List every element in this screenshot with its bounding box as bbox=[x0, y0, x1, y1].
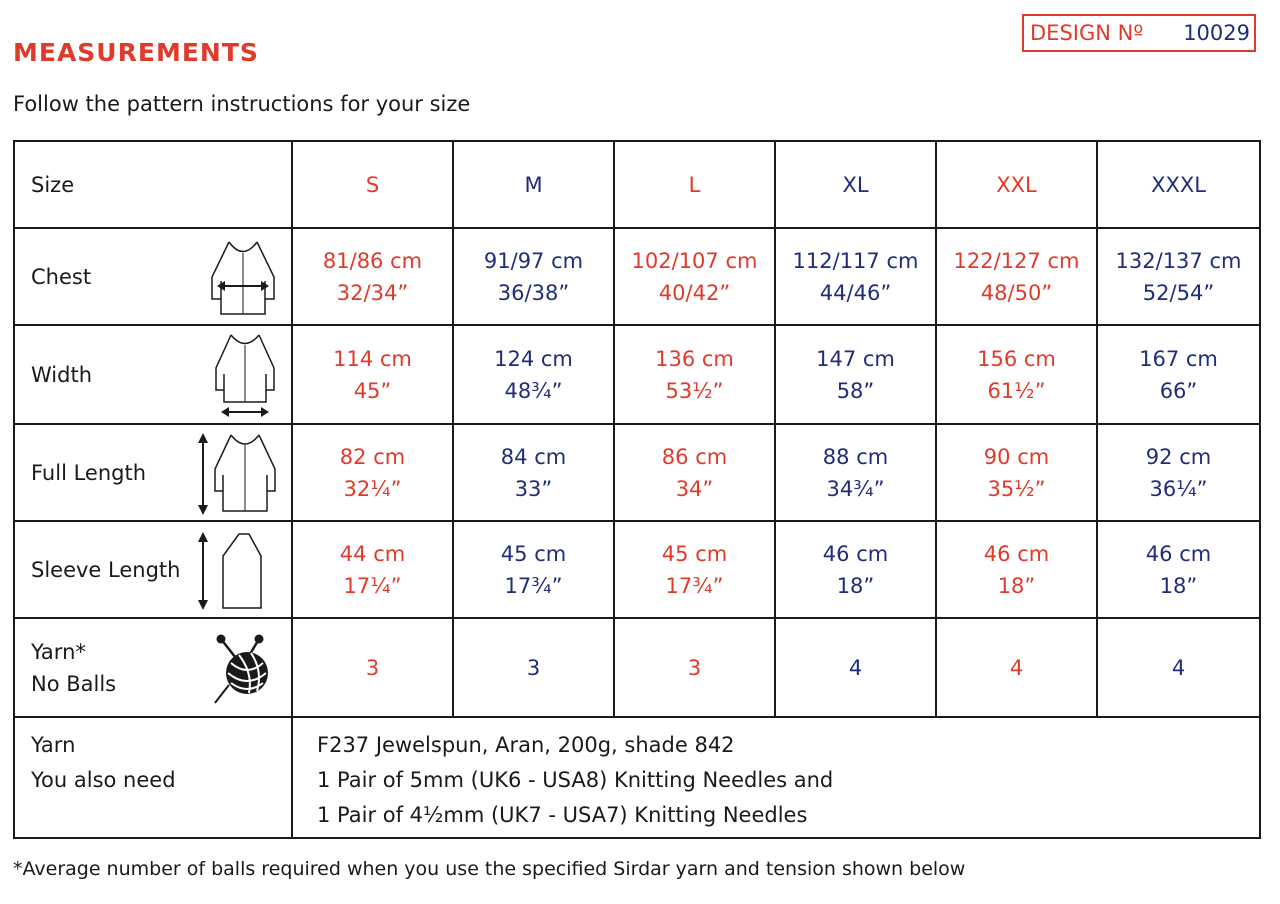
chest-xxxl: 132/137 cm 52/54” bbox=[1097, 228, 1260, 325]
page-title: MEASUREMENTS bbox=[13, 38, 259, 67]
size-header-row bbox=[14, 141, 1260, 228]
yarn-balls-xxl: 4 bbox=[936, 618, 1097, 717]
sleeve-length-label-cell bbox=[14, 521, 292, 618]
size-label-cell bbox=[14, 141, 292, 228]
full-length-label: Full Length bbox=[31, 460, 147, 485]
yarn-label-line2: No Balls bbox=[31, 671, 117, 696]
measurements-table bbox=[13, 140, 1261, 839]
full-length-m: 84 cm 33” bbox=[453, 424, 614, 521]
sleeve-length-l: 45 cm 17¾” bbox=[614, 521, 775, 618]
materials-label-cell bbox=[14, 717, 292, 838]
sleeve-length-row bbox=[14, 521, 1260, 618]
subtitle: Follow the pattern instructions for your size bbox=[13, 92, 471, 116]
size-xxxl: XXXL bbox=[1097, 141, 1260, 228]
size-xxl: XXL bbox=[936, 141, 1097, 228]
chest-label: Chest bbox=[31, 264, 92, 289]
chest-xxl: 122/127 cm 48/50” bbox=[936, 228, 1097, 325]
yarn-balls-xxxl: 4 bbox=[1097, 618, 1260, 717]
size-label: Size bbox=[31, 172, 75, 197]
sleeve-length-xxl: 46 cm 18” bbox=[936, 521, 1097, 618]
design-number-box bbox=[1022, 14, 1256, 52]
full-length-xl: 88 cm 34¾” bbox=[775, 424, 936, 521]
sleeve-length-xxxl: 46 cm 18” bbox=[1097, 521, 1260, 618]
yarn-ball-icon bbox=[213, 633, 277, 707]
full-length-s: 82 cm 32¼” bbox=[292, 424, 453, 521]
footnote: *Average number of balls required when you use the specified Sirdar yarn and tension shown below bbox=[13, 858, 966, 880]
chest-m: 91/97 cm 36/38” bbox=[453, 228, 614, 325]
yarn-balls-l: 3 bbox=[614, 618, 775, 717]
sleeve-length-s: 44 cm 17¼” bbox=[292, 521, 453, 618]
materials-needles-line2: 1 Pair of 4½mm (UK7 - USA7) Knitting Needles bbox=[317, 803, 808, 827]
width-m: 124 cm 48¾” bbox=[453, 325, 614, 424]
size-s: S bbox=[292, 141, 453, 228]
full-length-xxxl: 92 cm 36¼” bbox=[1097, 424, 1260, 521]
yarn-balls-row bbox=[14, 618, 1260, 717]
width-diagram-icon bbox=[213, 332, 277, 420]
materials-needles-line1: 1 Pair of 5mm (UK6 - USA8) Knitting Needles and bbox=[317, 768, 834, 792]
yarn-balls-label-cell bbox=[14, 618, 292, 717]
full-length-l: 86 cm 34” bbox=[614, 424, 775, 521]
sleeve-length-xl: 46 cm 18” bbox=[775, 521, 936, 618]
chest-s: 81/86 cm 32/34” bbox=[292, 228, 453, 325]
materials-label-line2: You also need bbox=[31, 768, 176, 792]
full-length-xxl: 90 cm 35½” bbox=[936, 424, 1097, 521]
sleeve-length-m: 45 cm 17¾” bbox=[453, 521, 614, 618]
design-number: 10029 bbox=[1183, 21, 1250, 45]
materials-label-line1: Yarn bbox=[31, 733, 76, 757]
width-s: 114 cm 45” bbox=[292, 325, 453, 424]
size-l: L bbox=[614, 141, 775, 228]
width-row bbox=[14, 325, 1260, 424]
width-label-cell bbox=[14, 325, 292, 424]
sleeve-length-diagram-icon bbox=[195, 530, 279, 612]
design-label: DESIGN Nº bbox=[1030, 21, 1144, 45]
chest-diagram-icon bbox=[209, 239, 277, 317]
width-xxl: 156 cm 61½” bbox=[936, 325, 1097, 424]
full-length-diagram-icon bbox=[195, 431, 279, 517]
materials-yarn-line: F237 Jewelspun, Aran, 200g, shade 842 bbox=[317, 733, 735, 757]
chest-l: 102/107 cm 40/42” bbox=[614, 228, 775, 325]
full-length-label-cell bbox=[14, 424, 292, 521]
width-label: Width bbox=[31, 362, 93, 387]
yarn-balls-m: 3 bbox=[453, 618, 614, 717]
sleeve-length-label: Sleeve Length bbox=[31, 557, 181, 582]
full-length-row bbox=[14, 424, 1260, 521]
size-xl: XL bbox=[775, 141, 936, 228]
yarn-balls-s: 3 bbox=[292, 618, 453, 717]
yarn-label-line1: Yarn* bbox=[31, 639, 86, 664]
yarn-balls-xl: 4 bbox=[775, 618, 936, 717]
materials-row bbox=[14, 717, 1260, 838]
yarn-balls-label bbox=[31, 636, 116, 700]
width-l: 136 cm 53½” bbox=[614, 325, 775, 424]
materials-value-cell bbox=[292, 717, 1260, 838]
chest-row bbox=[14, 228, 1260, 325]
chest-xl: 112/117 cm 44/46” bbox=[775, 228, 936, 325]
chest-label-cell bbox=[14, 228, 292, 325]
width-xxxl: 167 cm 66” bbox=[1097, 325, 1260, 424]
size-m: M bbox=[453, 141, 614, 228]
width-xl: 147 cm 58” bbox=[775, 325, 936, 424]
